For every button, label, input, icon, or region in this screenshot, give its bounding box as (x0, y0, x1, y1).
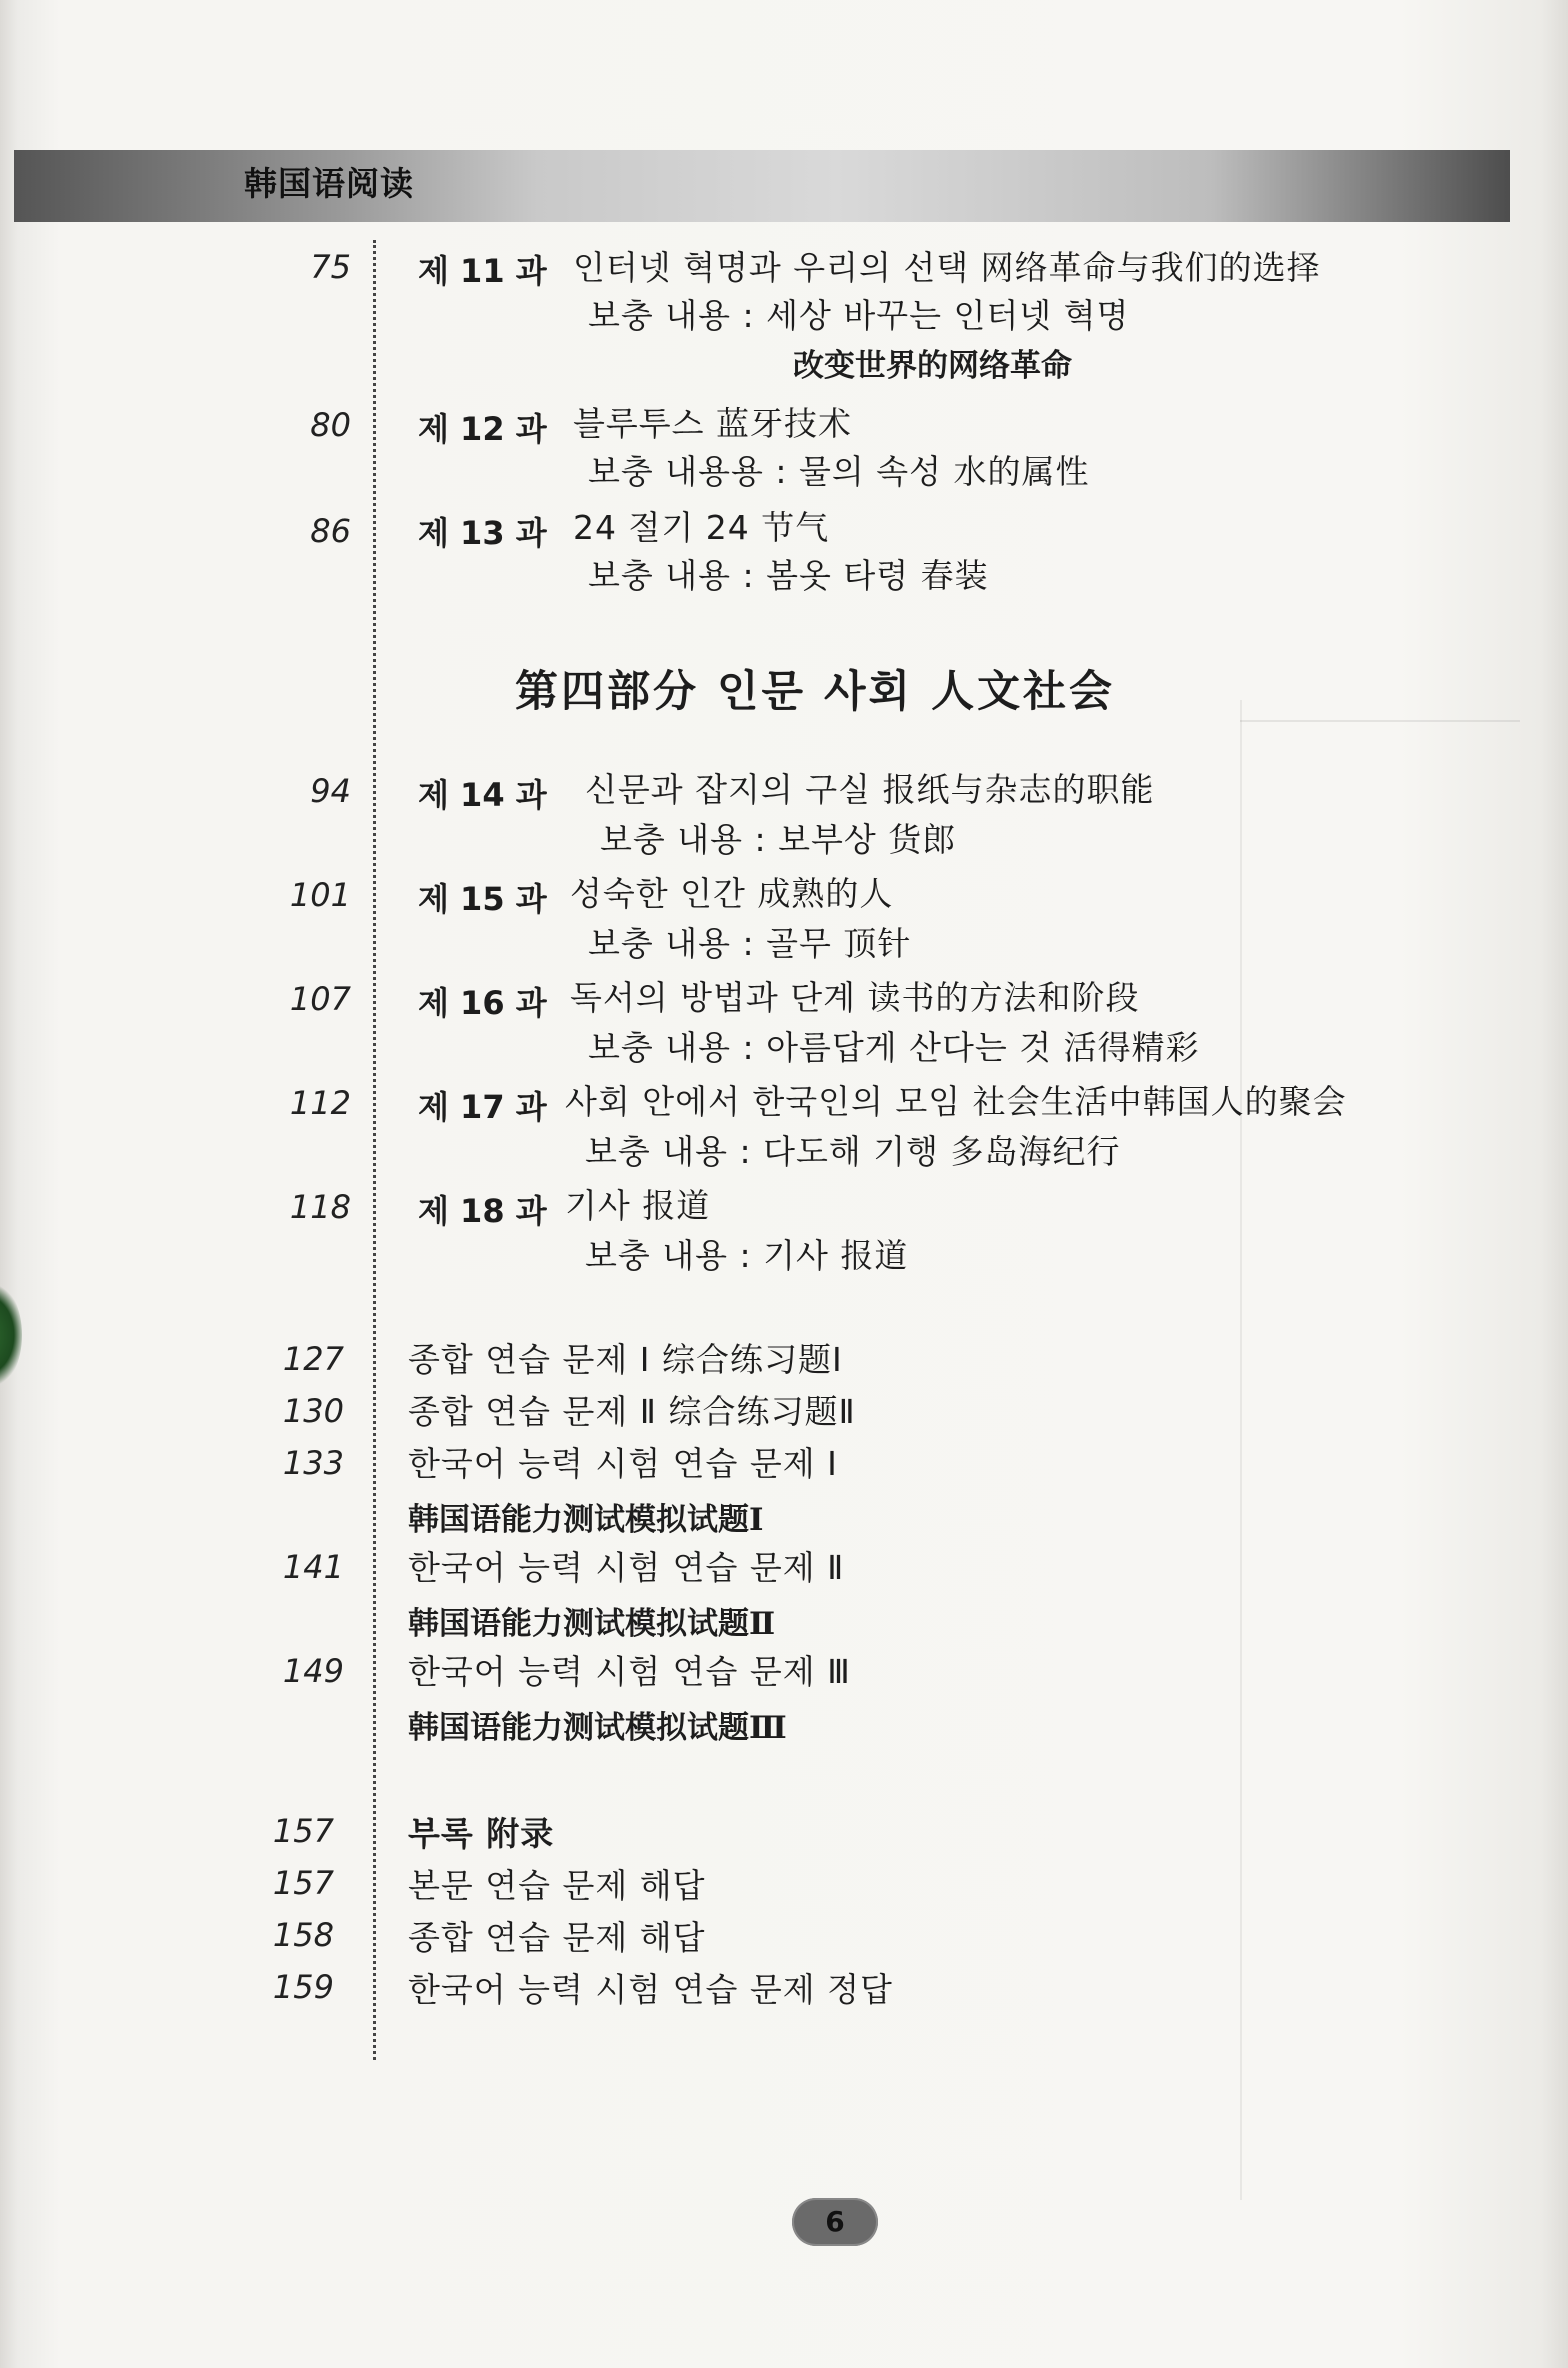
lesson-number: 제 18 과 (418, 1192, 547, 1230)
exercise-title: 한국어 능력 시험 연습 문제 Ⅱ (408, 1548, 845, 1587)
page-number: 112 (289, 1084, 351, 1122)
lesson-number: 제 12 과 (418, 410, 547, 448)
page-number: 141 (282, 1548, 344, 1586)
exercise-title: 종합 연습 문제 Ⅱ 综合练习题Ⅱ (408, 1392, 856, 1431)
page-number: 127 (282, 1340, 344, 1378)
running-header-title: 韩国语阅读 (244, 164, 414, 203)
page-number: 159 (272, 1968, 334, 2006)
lesson-title: 24 절기 24 节气 (573, 508, 830, 547)
lesson-title: 독서의 방법과 단계 读书的方法和阶段 (570, 978, 1140, 1017)
lesson-title: 블루투스 蓝牙技术 (573, 404, 853, 443)
section-title: 第四部分 인문 사회 人文社会 (515, 667, 1116, 717)
lesson-number: 제 14 과 (418, 776, 547, 814)
supplement-line: 보충 내용 : 보부상 货郎 (600, 820, 957, 859)
page-number: 94 (310, 772, 351, 810)
supplement-line: 보충 내용 : 아름답게 산다는 것 活得精彩 (588, 1028, 1200, 1067)
page-number: 80 (310, 406, 351, 444)
lesson-title: 신문과 잡지의 구실 报纸与杂志的职能 (585, 770, 1155, 809)
lesson-title: 기사 报道 (565, 1186, 711, 1225)
lesson-title: 사회 안에서 한국인의 모임 社会生活中韩国人的聚会 (565, 1082, 1347, 1121)
supplement-line: 보충 내용 : 골무 顶针 (588, 924, 912, 963)
lesson-title: 인터넷 혁명과 우리의 선택 网络革命与我们的选择 (573, 248, 1321, 287)
lesson-number: 제 16 과 (418, 984, 547, 1022)
exercise-title-zh: 韩国语能力测试模拟试题Ⅱ (408, 1606, 776, 1642)
header-band (14, 150, 1510, 222)
page-number: 75 (310, 248, 351, 286)
lesson-number: 제 13 과 (418, 514, 547, 552)
supplement-line: 보충 내용용 : 물의 속성 水的属性 (588, 452, 1090, 491)
appendix-item: 종합 연습 문제 해답 (408, 1918, 706, 1957)
supplement-line-zh: 改变世界的网络革命 (793, 348, 1072, 384)
page-number-badge: 6 (792, 2198, 878, 2246)
dotted-divider (373, 240, 376, 2060)
page-number: 133 (282, 1444, 344, 1482)
exercise-title: 한국어 능력 시험 연습 문제 Ⅲ (408, 1652, 851, 1691)
page-number: 157 (272, 1812, 334, 1850)
supplement-line: 보충 내용 : 기사 报道 (585, 1236, 909, 1275)
exercise-title: 한국어 능력 시험 연습 문제 Ⅰ (408, 1444, 838, 1483)
page-number: 130 (282, 1392, 344, 1430)
page-number: 157 (272, 1864, 334, 1902)
supplement-line: 보충 내용 : 봄옷 타령 春装 (588, 556, 989, 595)
lesson-number: 제 15 과 (418, 880, 547, 918)
exercise-title: 종합 연습 문제 Ⅰ 综合练习题Ⅰ (408, 1340, 843, 1379)
page-number: 158 (272, 1916, 334, 1954)
supplement-line: 보충 내용 : 세상 바꾸는 인터넷 혁명 (588, 296, 1130, 335)
exercise-title-zh: 韩国语能力测试模拟试题Ⅰ (408, 1502, 764, 1538)
page-number: 86 (310, 512, 351, 550)
exercise-title-zh: 韩国语能力测试模拟试题Ⅲ (408, 1710, 787, 1746)
page-number: 101 (289, 876, 351, 914)
page-number: 107 (289, 980, 351, 1018)
lesson-number: 제 17 과 (418, 1088, 547, 1126)
page-number: 149 (282, 1652, 344, 1690)
appendix-title: 부록 附录 (408, 1814, 555, 1853)
appendix-item: 한국어 능력 시험 연습 문제 정답 (408, 1970, 893, 2009)
appendix-item: 본문 연습 문제 해답 (408, 1866, 706, 1905)
lesson-title: 성숙한 인간 成熟的人 (570, 874, 894, 913)
page-number: 118 (289, 1188, 351, 1226)
supplement-line: 보충 내용 : 다도해 기행 多岛海纪行 (585, 1132, 1121, 1171)
lesson-number: 제 11 과 (418, 252, 547, 290)
